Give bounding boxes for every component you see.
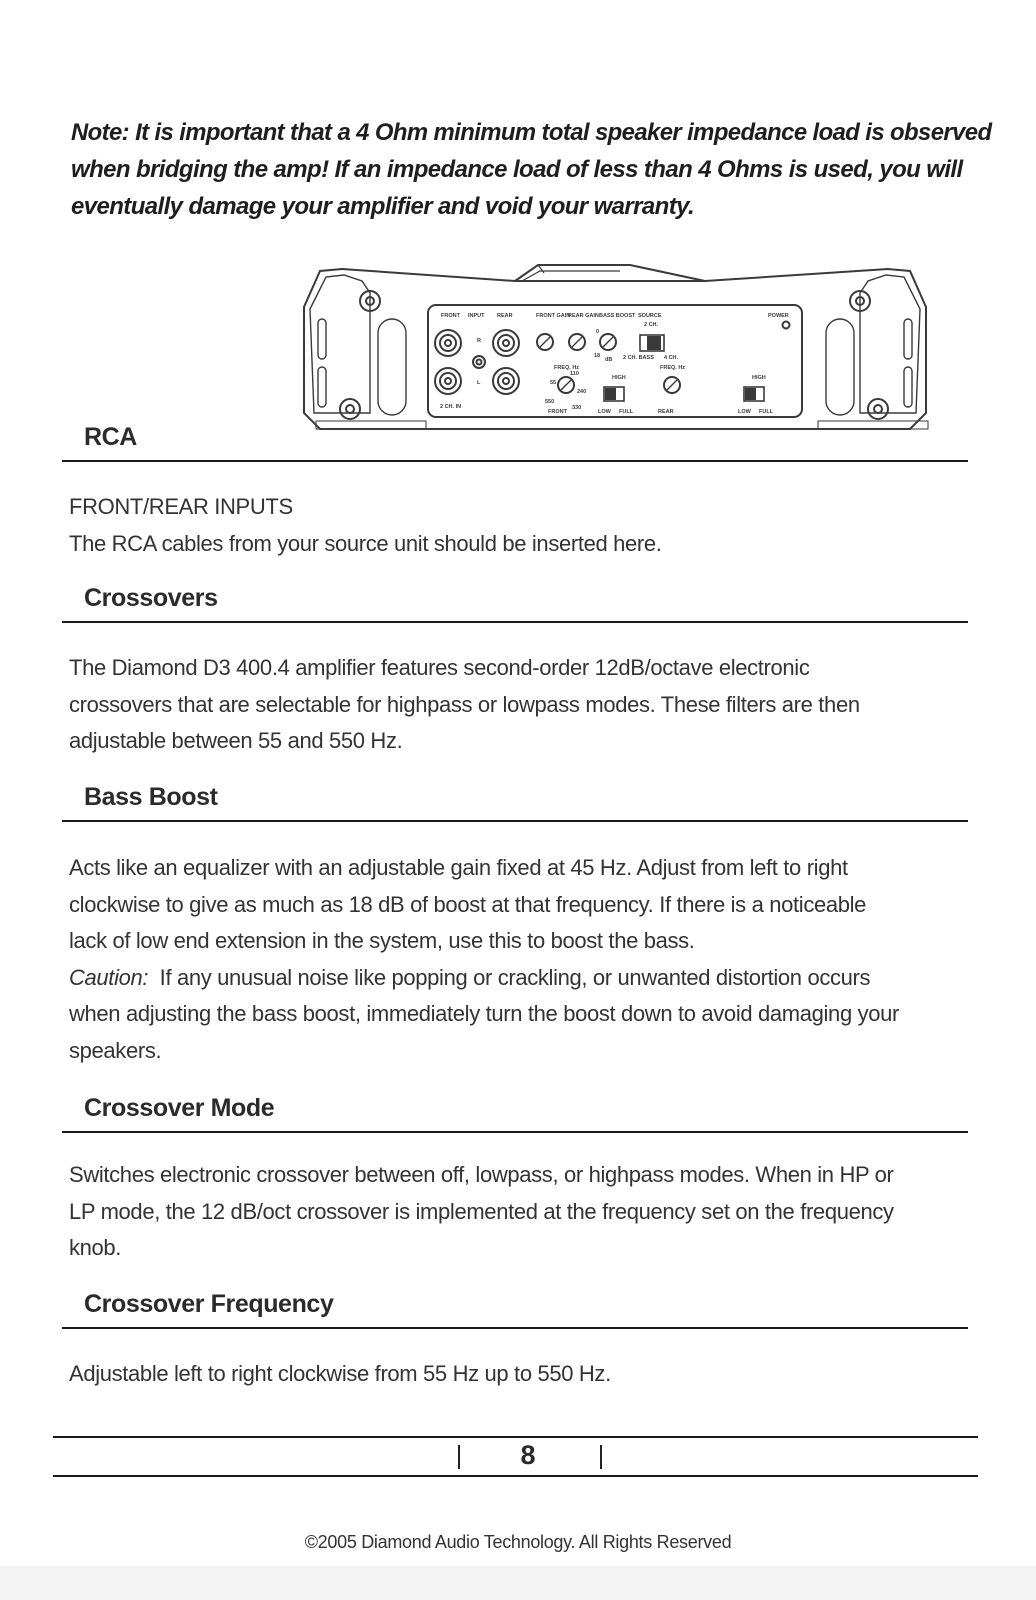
para-line: clockwise to give as much as 18 dB of boost at that frequency. If there is a noticeable [69,891,867,917]
divider [62,1131,968,1133]
label-rear: REAR [497,313,513,319]
label-input: INPUT [468,313,485,319]
label-r: R [477,338,481,344]
crossovers-text [69,650,979,760]
caution-line [69,960,979,997]
label-low-front: LOW [598,409,611,415]
note-line: when bridging the amp! If an impedance load of less than 4 Ohms is used, you will [71,156,963,183]
divider [62,1327,968,1329]
label-2ch-in: 2 CH. IN [440,404,462,410]
knob-label-110: 110 [570,371,579,377]
footer-rule-bottom [53,1475,978,1477]
para-line: when adjusting the bass boost, immediately turn the boost down to avoid damaging your [69,1001,899,1026]
label-bass-boost: BASS BOOST [599,313,636,319]
caution-text: If any unusual noise like popping or crackling, or unwanted distortion occurs [148,964,871,990]
bass-boost-text [69,850,979,1069]
para-line: Adjustable left to right clockwise from 55 Hz up to 550 Hz. [69,1361,611,1386]
heading-bass-boost: Bass Boost [84,783,218,811]
label-source: SOURCE [638,313,662,319]
crossover-mode-text [69,1157,979,1267]
label-l: L [477,380,481,386]
footer-rule-top [53,1436,978,1438]
heading-crossovers: Crossovers [84,584,218,612]
label-full-rear: FULL [759,409,774,415]
para-line: knob. [69,1235,122,1260]
label-freq-hz-rear: FREQ. Hz [660,365,686,371]
page-number-separator [458,1445,460,1469]
label-zero: 0 [596,329,600,335]
divider [62,621,968,623]
label-eighteen: 18 [594,353,601,359]
note-line: eventually damage your amplifier and void your warranty. [71,193,695,220]
page-number: 8 [520,1440,536,1470]
label-low-rear: LOW [738,409,751,415]
label-rear-gain: REAR GAIN [568,313,599,319]
label-high-front: HIGH [612,375,626,381]
label-front-bottom: FRONT [548,409,567,415]
label-front-gain: FRONT GAIN [536,313,571,319]
amplifier-panel-diagram [300,263,930,435]
para-line: Switches electronic crossover between off, lowpass, or highpass modes. When in HP or [69,1162,894,1187]
para-line: adjustable between 55 and 550 Hz. [69,728,403,753]
crossover-frequency-text [69,1356,979,1393]
label-rear-bottom: REAR [658,409,674,415]
knob-label-55: 55 [550,380,557,386]
para-line: FRONT/REAR INPUTS [69,494,293,519]
divider [62,820,968,822]
copyright: ©2005 Diamond Audio Technology. All Rights Reserved [304,1532,732,1552]
para-line: The Diamond D3 400.4 amplifier features second-order 12dB/octave electronic [69,655,810,680]
note-line: Note: It is important that a 4 Ohm minimum total speaker impedance load is observed [71,119,992,146]
page-bottom-band [0,1566,1036,1600]
label-4ch: 4 CH. [664,355,679,361]
para-line: The RCA cables from your source unit should be inserted here. [69,530,662,556]
heading-crossover-frequency: Crossover Frequency [84,1290,334,1318]
para-line: crossovers that are selectable for highpass or lowpass modes. These filters are then [69,691,860,717]
impedance-note [71,114,991,225]
page-number-separator [600,1445,602,1469]
label-2ch-top: 2 CH. [644,322,659,328]
divider [62,460,968,462]
knob-label-240: 240 [577,389,587,395]
label-full-front: FULL [619,409,634,415]
knob-label-330: 330 [572,405,582,411]
label-high-rear: HIGH [752,375,766,381]
label-freq-hz-front: FREQ. Hz [554,365,580,371]
knob-label-550: 550 [545,399,555,405]
label-db: dB [605,357,613,363]
label-power: POWER [768,313,789,319]
heading-rca: RCA [84,423,137,451]
para-line: Acts like an equalizer with an adjustable gain fixed at 45 Hz. Adjust from left to right [69,855,848,880]
label-front-input: FRONT [441,313,460,319]
para-line: lack of low end extension in the system, use this to boost the bass. [69,928,695,953]
para-line: speakers. [69,1037,162,1063]
caution-label: Caution: [69,964,149,990]
label-2ch-bass: 2 CH. BASS [623,355,654,361]
rca-text [69,489,979,562]
para-line: LP mode, the 12 dB/oct crossover is implemented at the frequency set on the frequency [69,1198,894,1224]
heading-crossover-mode: Crossover Mode [84,1094,275,1122]
